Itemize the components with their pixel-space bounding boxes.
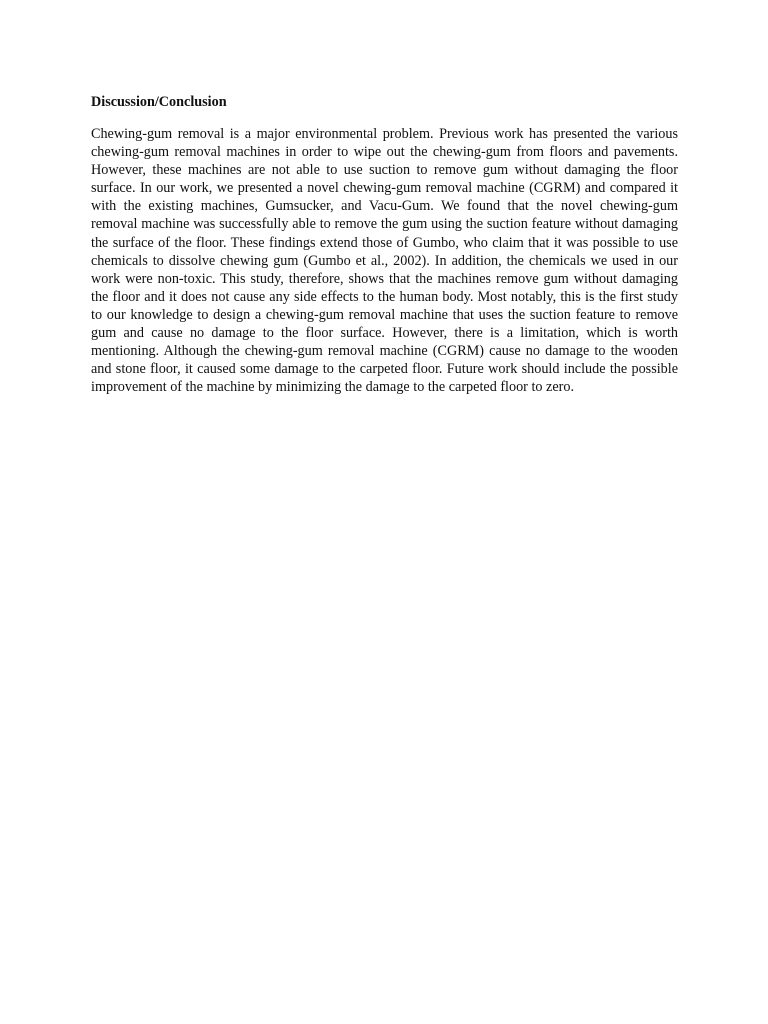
document-content [91, 93, 678, 396]
section-heading: Discussion/Conclusion [91, 94, 227, 110]
body-paragraph: Chewing-gum removal is a major environmental problem. Previous work has presented the various chewing-gum removal machines in order to wipe out the chewing-gum from floors and pavements. However, these machines are not able to use suction to remove gum without damaging the floor surface. In our work, we presented a novel chewing-gum removal machine (CGRM) and compared it with the existing machines, Gumsucker, and Vacu-Gum. We found that the novel chewing-gum removal machine was successfully able to remove the gum using the suction feature without damaging the surface of the floor. These findings extend those of Gumbo, who claim that it was possible to use chemicals to dissolve chewing gum (Gumbo et al., 2002). In addition, the chemicals we used in our work were non-toxic. This study, therefore, shows that the machines remove gum without damaging the floor and it does not cause any side effects to the human body. Most notably, this is the first study to our knowledge to design a chewing-gum removal machine that uses the suction feature to remove gum and cause no damage to the floor surface. However, there is a limitation, which is worth mentioning. Although the chewing-gum removal machine (CGRM) cause no damage to the wooden and stone floor, it caused some damage to the carpeted floor. Future work should include the possible improvement of the machine by minimizing the damage to the carpeted floor to zero. [91, 126, 678, 396]
